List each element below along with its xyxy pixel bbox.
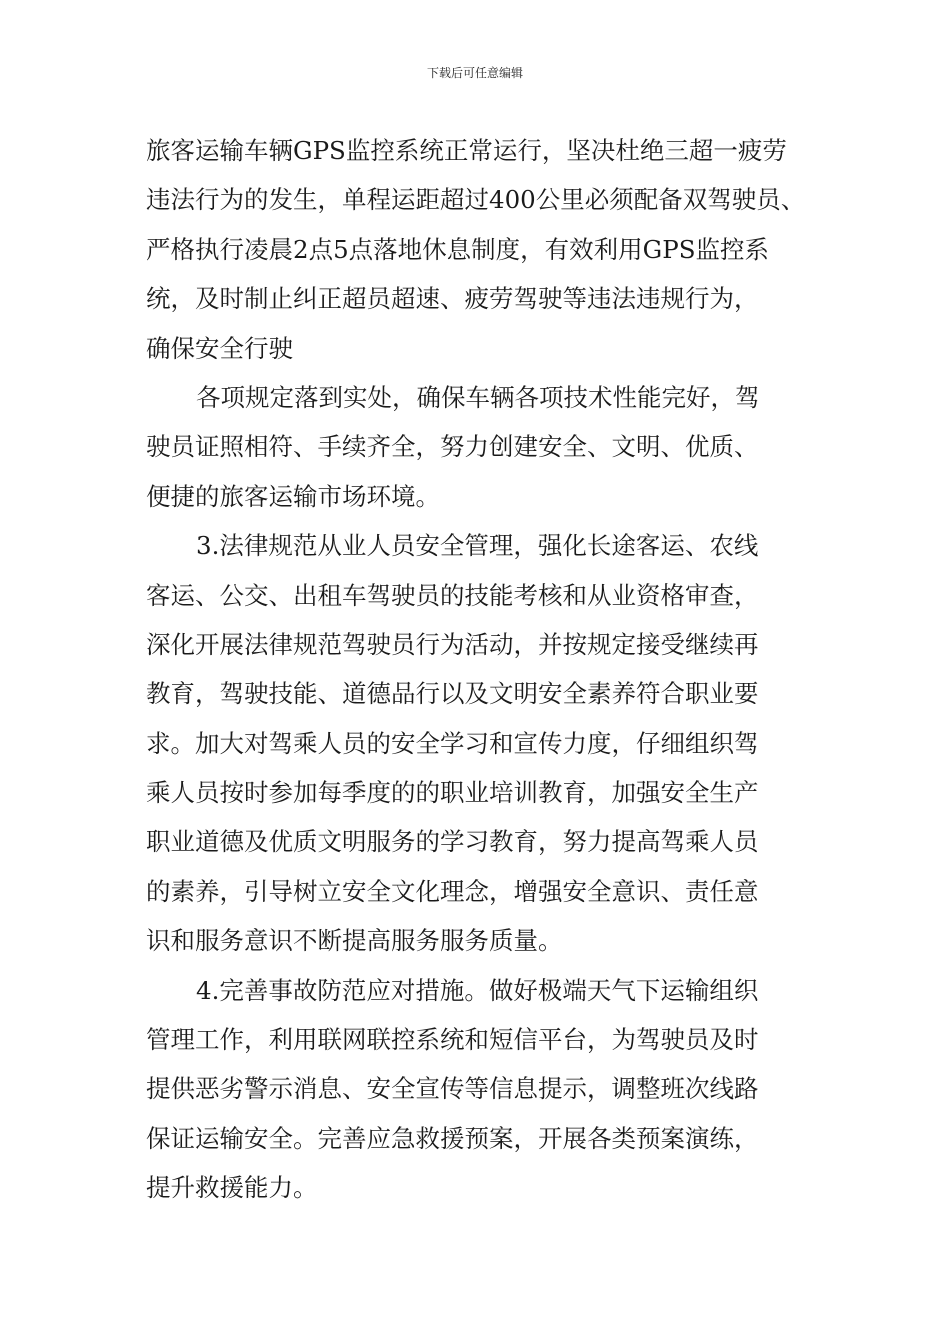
text-line: 职业道德及优质文明服务的学习教育，努力提高驾乘人员 (146, 827, 759, 857)
text-line: 保证运输安全。完善应急救援预案，开展各类预案演练， (146, 1123, 759, 1153)
text-line: 求。加大对驾乘人员的安全学习和宣传力度，仔细组织驾 (146, 728, 759, 758)
text-line: 管理工作，利用联网联控系统和短信平台，为驾驶员及时 (146, 1025, 759, 1055)
text-line: 驶员证照相符、手续齐全，努力创建安全、文明、优质、 (146, 432, 759, 462)
paragraph-first-line: 4.完善事故防范应对措施。做好极端天气下运输组织 (196, 975, 759, 1005)
text-line: 教育，驾驶技能、道德品行以及文明安全素养符合职业要 (146, 679, 759, 709)
text-line: 统，及时制止纠正超员超速、疲劳驾驶等违法违规行为， (146, 284, 759, 314)
text-line: 确保安全行驶 (146, 333, 293, 363)
text-line: 便捷的旅客运输市场环境。 (146, 481, 440, 511)
text-line: 提供恶劣警示消息、安全宣传等信息提示，调整班次线路 (146, 1074, 759, 1104)
text-line: 乘人员按时参加每季度的的职业培训教育，加强安全生产 (146, 778, 759, 808)
text-line: 旅客运输车辆GPS监控系统正常运行，坚决杜绝三超一疲劳 (146, 136, 787, 165)
document-body (146, 126, 826, 1213)
page-header: 下载后可任意编辑 (426, 66, 523, 80)
text-line: 的素养，引导树立安全文化理念，增强安全意识、责任意 (146, 876, 759, 906)
paragraph-first-line: 各项规定落到实处，确保车辆各项技术性能完好，驾 (196, 382, 760, 412)
text-line: 识和服务意识不断提高服务服务质量。 (146, 926, 563, 956)
text-line: 严格执行凌晨2点5点落地休息制度，有效利用GPS监控系 (146, 234, 770, 264)
text-line: 提升救援能力。 (146, 1173, 318, 1203)
text-line: 违法行为的发生，单程运距超过400公里必须配备双驾驶员、 (146, 185, 806, 215)
text-line: 客运、公交、出租车驾驶员的技能考核和从业资格审查， (146, 580, 759, 610)
text-line: 深化开展法律规范驾驶员行为活动，并按规定接受继续再 (146, 629, 759, 659)
paragraph-first-line: 3.法律规范从业人员安全管理，强化长途客运、农线 (196, 531, 759, 561)
